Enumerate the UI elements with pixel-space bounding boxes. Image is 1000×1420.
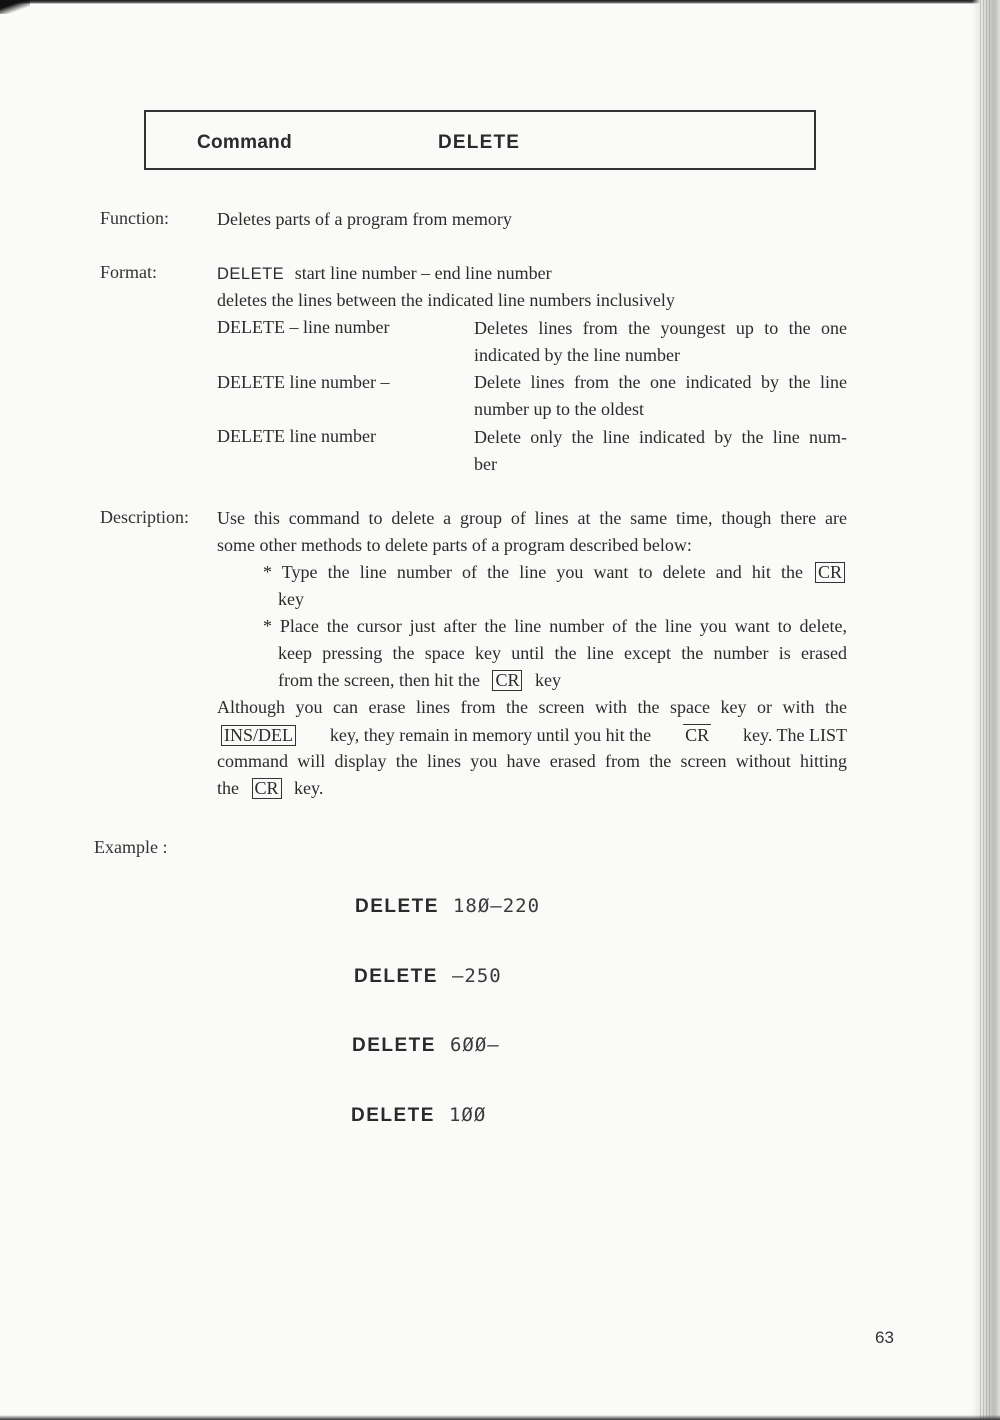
scan-corner-mark: [0, 0, 30, 14]
format-variant-desc: Delete lines from the one indicated by the line: [474, 372, 847, 392]
example-arg: –250: [451, 965, 502, 987]
bullet-text: key: [534, 670, 561, 690]
description-bullet: [263, 562, 847, 583]
header-command-label: Command: [197, 132, 292, 153]
format-variant-desc: Delete only the line indicated by the line num-: [474, 427, 847, 447]
example-cmd: DELETE: [352, 1035, 436, 1056]
paragraph-text: key, they remain in memory until you hit the: [329, 725, 652, 745]
description-paragraph: [217, 778, 323, 799]
description-paragraph: Although you can erase lines from the screen with the space key or with the: [217, 697, 847, 717]
example-line: [355, 895, 540, 918]
cr-key-box: CR: [252, 778, 282, 799]
command-header-box: [144, 110, 816, 170]
format-variant-desc-cont: indicated by the line number: [474, 345, 680, 365]
bullet-text: * Type the line number of the line you want to delete and hit the: [263, 562, 803, 582]
ins-del-key-box: INS/DEL: [221, 725, 296, 746]
description-bullet-cont: keep pressing the space key until the line except the number is erased: [278, 643, 847, 663]
example-arg: 6ØØ–: [449, 1034, 500, 1056]
header-command-name: DELETE: [438, 132, 521, 153]
paragraph-text: key. The LIST: [743, 725, 847, 745]
format-variant-syntax: DELETE line number: [217, 426, 376, 446]
example-line: [352, 1034, 500, 1057]
format-variant-syntax: DELETE – line number: [217, 317, 390, 337]
example-arg: 18Ø–220: [452, 895, 541, 917]
format-variant-desc-cont: ber: [474, 454, 497, 474]
format-variant-desc-cont: number up to the oldest: [474, 399, 644, 419]
bullet-text: from the screen, then hit the: [278, 670, 480, 690]
format-variant-syntax: DELETE line number –: [217, 372, 390, 392]
format-label: Format:: [100, 262, 157, 282]
page-top-edge: [0, 0, 1000, 4]
example-label: Example :: [94, 837, 168, 857]
description-line: Use this command to delete a group of lines at the same time, though there are: [217, 508, 847, 528]
example-line: [351, 1104, 486, 1127]
format-main-args: start line number – end line number: [294, 263, 552, 283]
description-label: Description:: [100, 507, 189, 527]
example-cmd: DELETE: [351, 1105, 435, 1126]
cr-key-box: CR: [685, 725, 710, 745]
paragraph-text: key.: [294, 778, 324, 798]
paragraph-text: the: [217, 778, 239, 798]
cr-key-box: CR: [815, 562, 845, 583]
description-line: some other methods to delete parts of a program described below:: [217, 535, 692, 555]
description-bullet-cont: key: [278, 589, 304, 609]
function-text: Deletes parts of a program from memory: [217, 209, 512, 229]
description-paragraph: command will display the lines you have erased from the screen without hitting: [217, 751, 847, 771]
description-paragraph: [217, 724, 847, 746]
description-bullet: * Place the cursor just after the line number of the line you want to delete,: [263, 616, 847, 636]
function-label: Function:: [100, 208, 170, 228]
cr-key-box: CR: [492, 670, 522, 691]
example-cmd: DELETE: [354, 966, 438, 987]
page-bottom-edge: [0, 1415, 1000, 1420]
example-arg: 1ØØ: [448, 1104, 487, 1126]
description-bullet-cont: [278, 670, 561, 691]
format-variant-desc: Deletes lines from the youngest up to the one: [474, 318, 847, 338]
format-main-syntax: [217, 263, 552, 284]
example-cmd: DELETE: [355, 896, 439, 917]
format-main-desc: deletes the lines between the indicated line numbers inclusively: [217, 290, 675, 310]
page-number: 63: [875, 1328, 894, 1347]
page-stack-lines: [978, 0, 992, 1420]
example-line: [354, 965, 502, 988]
format-main-cmd: DELETE: [217, 265, 285, 283]
